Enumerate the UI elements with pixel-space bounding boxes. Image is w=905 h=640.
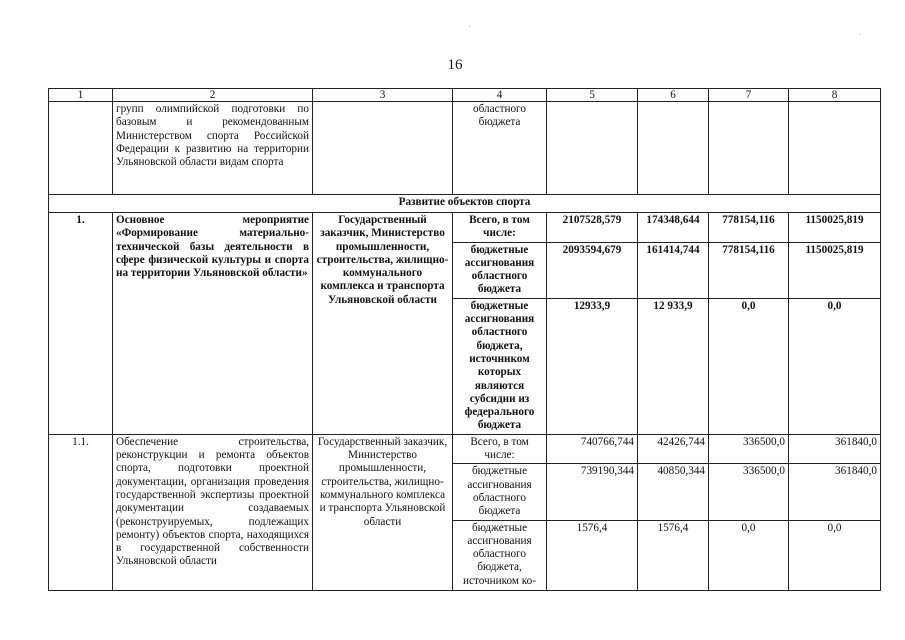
scan-speck: · [468,22,472,33]
funding-source: бюджетные ассигнования областного бюджета [453,242,547,298]
value-col8: 361840,0 [789,464,881,520]
value-col7: 778154,116 [709,213,789,243]
value-col6: 42426,744 [638,434,709,464]
item-number: 1.1. [49,434,113,590]
value-col7: 778154,116 [709,242,789,298]
value-col5: 1576,4 [547,520,638,590]
value-col6: 40850,344 [638,464,709,520]
cell-value [547,102,638,195]
cell-customer [313,102,453,195]
cell-number [49,102,113,195]
funding-source: бюджетные ассигнования областного бюджета, источником ко- [453,520,547,590]
item-customer: Государственный заказчик, Министерство промышленности, строительства, жилищно-коммунального комплекса и транспорта Ульяновской области [313,213,453,435]
value-col5: 12933,9 [547,298,638,434]
value-col6: 12 933,9 [638,298,709,434]
item-name: Основное мероприятие «Формирование материально-технической базы деятельности в сфере физической культуры и спорта на территории Ульяновской области» [113,213,313,435]
value-col8: 1150025,819 [789,213,881,243]
column-header: 6 [638,89,709,102]
value-col8: 361840,0 [789,434,881,464]
funding-source: бюджетные ассигнования областного бюджета [453,464,547,520]
value-col7: 0,0 [709,298,789,434]
value-col8: 1150025,819 [789,242,881,298]
funding-source: Всего, в том числе: [453,213,547,243]
scan-speck: · [858,30,862,41]
column-header: 8 [789,89,881,102]
value-col8: 0,0 [789,298,881,434]
column-header: 7 [709,89,789,102]
value-col7: 336500,0 [709,464,789,520]
item-number: 1. [49,213,113,435]
budget-table [48,88,881,591]
value-col8: 0,0 [789,520,881,590]
value-col5: 739190,344 [547,464,638,520]
table-row [49,434,881,464]
funding-source: Всего, в том числе: [453,434,547,464]
value-col6: 174348,644 [638,213,709,243]
item-customer: Государственный заказчик, Министерство промышленности, строительства, жилищно-коммунального комплекса и транспорта Ульяновской области [313,434,453,590]
continuation-row [49,102,881,195]
column-header: 5 [547,89,638,102]
value-col7: 0,0 [709,520,789,590]
section-title: Развитие объектов спорта [49,195,881,213]
cell-value [709,102,789,195]
value-col7: 336500,0 [709,434,789,464]
column-header: 3 [313,89,453,102]
table-row [49,213,881,243]
column-number-row [49,89,881,102]
value-col6: 1576,4 [638,520,709,590]
section-row [49,195,881,213]
item-name: Обеспечение строительства, реконструкции и ремонта объектов спорта, подготовки проектной документации, организация проведения государственной экспертизы проектной документации создаваемых (реконструируемых, подлежащих ремонту) объектов спорта, находящихся в государственной собственности Ульяновской области [113,434,313,590]
cell-source: областного бюджета [453,102,547,195]
column-header: 4 [453,89,547,102]
value-col5: 740766,744 [547,434,638,464]
cell-value [789,102,881,195]
column-header: 1 [49,89,113,102]
cell-name: групп олимпийской подготовки по базовым и рекомендованным Министерством спорта Российской Федерации к развитию на территории Ульяновской области видам спорта [113,102,313,195]
value-col6: 161414,744 [638,242,709,298]
cell-value [638,102,709,195]
value-col5: 2107528,579 [547,213,638,243]
value-col5: 2093594,679 [547,242,638,298]
page-number: 16 [447,57,463,73]
funding-source: бюджетные ассигнования областного бюджета, источником которых являются субсидии из федерального бюджета [453,298,547,434]
column-header: 2 [113,89,313,102]
